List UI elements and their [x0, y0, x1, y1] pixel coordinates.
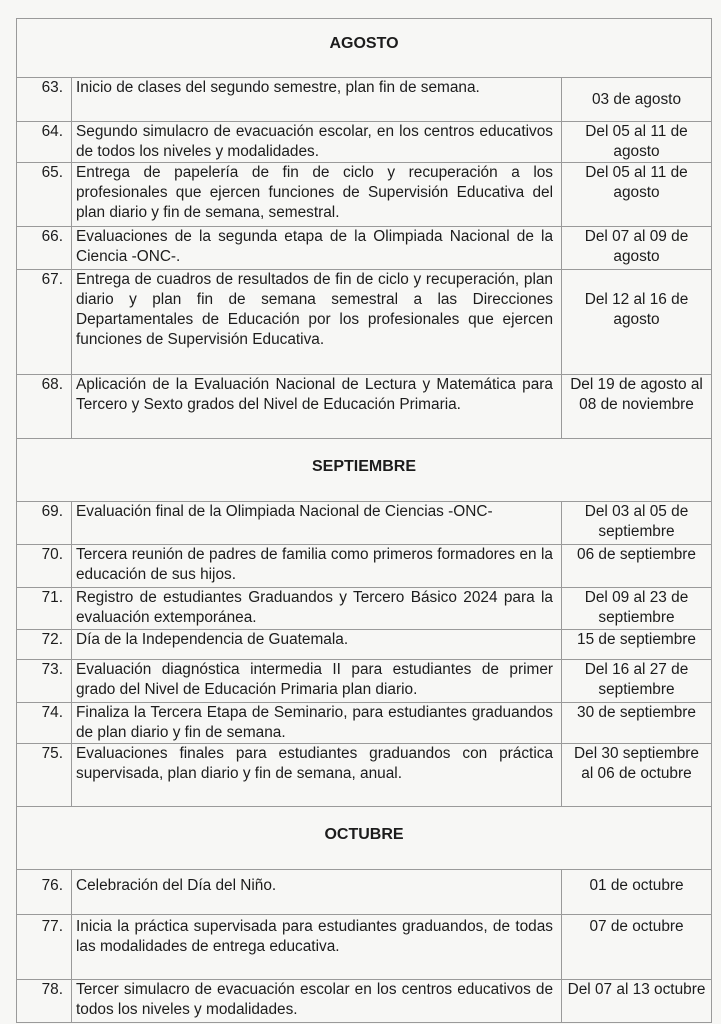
item-number: 77.: [17, 915, 72, 979]
item-date: Del 05 al 11 de agosto: [585, 164, 688, 201]
item-number: 68.: [17, 375, 72, 438]
item-number: 76.: [17, 870, 72, 914]
table-row: [17, 744, 711, 807]
item-number: 64.: [17, 122, 72, 162]
calendar-table: [16, 18, 712, 1023]
item-date: Del 07 al 09 de agosto: [584, 228, 689, 265]
item-description: Evaluación diagnóstica intermedia II para estudiantes de primer grado del Nivel de Educación Primaria plan diario.: [72, 660, 562, 702]
item-description: Evaluaciones de la segunda etapa de la Olimpiada Nacional de la Ciencia -ONC-.: [72, 227, 562, 269]
item-description: Evaluaciones finales para estudiantes graduandos con práctica supervisada, plan diario y fin de semana, anual.: [72, 744, 562, 806]
item-date: Del 05 al 11 de agosto: [585, 123, 688, 160]
month-heading-septiembre: SEPTIEMBRE: [17, 439, 711, 502]
item-number: 72.: [17, 630, 72, 659]
item-number: 73.: [17, 660, 72, 702]
item-date: 01 de octubre: [589, 877, 684, 894]
item-description: Tercer simulacro de evacuación escolar en los centros educativos de todos los niveles y modalidades.: [72, 980, 562, 1022]
table-row: [17, 980, 711, 1023]
table-row: [17, 375, 711, 439]
item-number: 75.: [17, 744, 72, 806]
table-row: [17, 588, 711, 630]
item-number: 70.: [17, 545, 72, 587]
table-row: [17, 660, 711, 703]
item-number: 63.: [17, 78, 72, 121]
item-number: 67.: [17, 270, 72, 374]
item-date: Del 09 al 23 de septiembre: [584, 589, 689, 626]
month-heading-agosto: AGOSTO: [17, 19, 711, 78]
item-description: Registro de estudiantes Graduandos y Tercero Básico 2024 para la evaluación extemporánea.: [72, 588, 562, 629]
item-description: Entrega de cuadros de resultados de fin de ciclo y recuperación, plan diario y plan fin de semana semestral a las Direcciones Departamentales de Educación por los profesionales que ejercen funciones de Supervisión Educativa.: [72, 270, 562, 374]
item-date: Del 03 al 05 de septiembre: [584, 503, 689, 540]
item-description: Entrega de papelería de fin de ciclo y recuperación a los profesionales que ejercen funciones de Supervisión Educativa del plan diario y fin de semana, semestral.: [72, 163, 562, 226]
item-description: Aplicación de la Evaluación Nacional de Lectura y Matemática para Tercero y Sexto grados del Nivel de Educación Primaria.: [72, 375, 562, 438]
table-row: [17, 270, 711, 375]
table-row: [17, 870, 711, 915]
item-number: 66.: [17, 227, 72, 269]
item-date: Del 19 de agosto al 08 de noviembre: [570, 376, 703, 413]
item-date: Del 30 septiembre al 06 de octubre: [574, 745, 699, 782]
table-row: [17, 545, 711, 588]
table-row: [17, 502, 711, 545]
item-description: Inicio de clases del segundo semestre, plan fin de semana.: [72, 78, 562, 121]
item-number: 78.: [17, 980, 72, 1022]
item-description: Día de la Independencia de Guatemala.: [72, 630, 562, 659]
table-row: [17, 122, 711, 163]
item-description: Finaliza la Tercera Etapa de Seminario, para estudiantes graduandos de plan diario y fin de semana.: [72, 703, 562, 743]
item-date: 06 de septiembre: [577, 546, 696, 563]
item-number: 69.: [17, 502, 72, 544]
item-number: 71.: [17, 588, 72, 629]
item-description: Tercera reunión de padres de familia como primeros formadores en la educación de sus hijos.: [72, 545, 562, 587]
table-row: [17, 915, 711, 980]
table-row: [17, 703, 711, 744]
item-date: 15 de septiembre: [577, 631, 696, 648]
item-date: 03 de agosto: [592, 90, 681, 108]
item-date: Del 16 al 27 de septiembre: [584, 661, 689, 698]
item-description: Segundo simulacro de evacuación escolar, en los centros educativos de todos los niveles y modalidades.: [72, 122, 562, 162]
item-number: 74.: [17, 703, 72, 743]
item-description: Celebración del Día del Niño.: [72, 870, 562, 914]
item-date: 07 de octubre: [589, 918, 684, 935]
table-row: [17, 78, 711, 122]
item-date: Del 07 al 13 octubre: [567, 981, 706, 998]
table-row: [17, 227, 711, 270]
item-description: Inicia la práctica supervisada para estudiantes graduandos, de todas las modalidades de entrega educativa.: [72, 915, 562, 979]
item-date: 30 de septiembre: [577, 704, 696, 721]
month-heading-octubre: OCTUBRE: [17, 807, 711, 870]
item-date: Del 12 al 16 de agosto: [584, 291, 689, 328]
table-row: [17, 630, 711, 660]
item-number: 65.: [17, 163, 72, 226]
table-row: [17, 163, 711, 227]
item-description: Evaluación final de la Olimpiada Nacional de Ciencias -ONC-: [72, 502, 562, 544]
